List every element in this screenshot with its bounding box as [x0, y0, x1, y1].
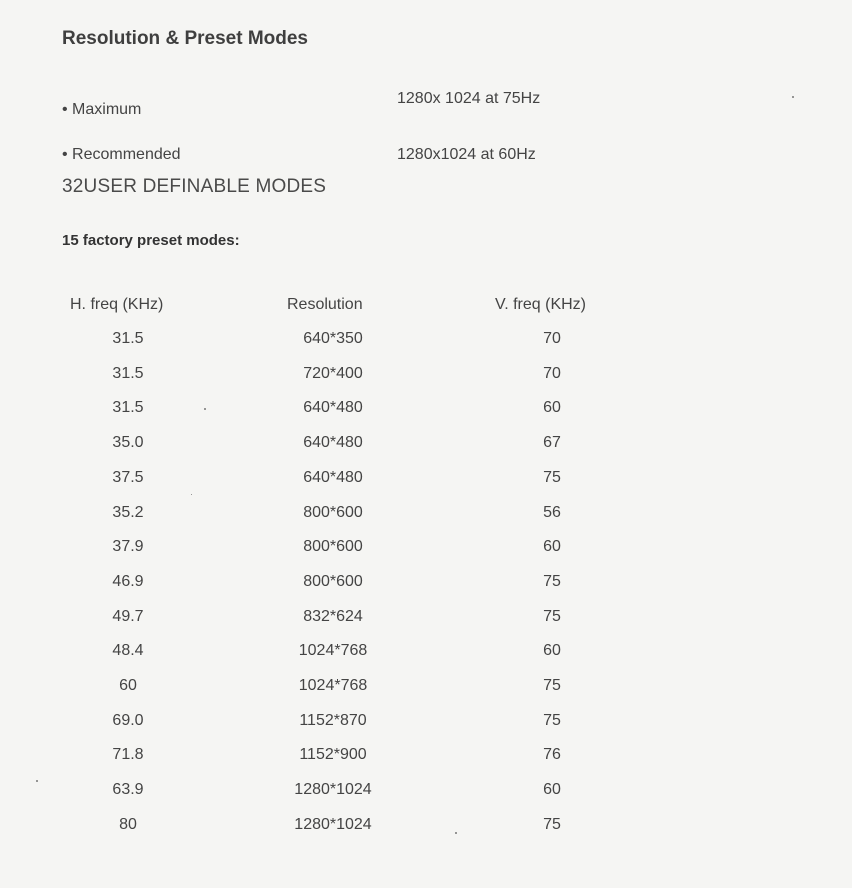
hfreq-cell: 69.0 — [112, 712, 144, 729]
vfreq-cell: 70 — [543, 365, 561, 382]
scan-speck — [191, 494, 192, 495]
spec-value: 1280x1024 at 60Hz — [397, 146, 536, 163]
scan-speck — [204, 408, 206, 410]
vfreq-cell: 75 — [543, 573, 561, 590]
resolution-cell: 640*350 — [303, 330, 363, 347]
spec-label: • Maximum — [62, 101, 142, 118]
scan-speck — [792, 96, 794, 98]
resolution-cell: 640*480 — [303, 469, 363, 486]
spec-label: • Recommended — [62, 146, 181, 163]
vfreq-cell: 76 — [543, 746, 561, 763]
hfreq-cell: 35.0 — [112, 434, 144, 451]
resolution-cell: 1024*768 — [298, 642, 368, 659]
column-header-hfreq: H. freq (KHz) — [70, 296, 164, 313]
resolution-cell: 800*600 — [303, 538, 363, 555]
vfreq-cell: 67 — [543, 434, 561, 451]
hfreq-cell: 46.9 — [112, 573, 144, 590]
vfreq-cell: 75 — [543, 608, 561, 625]
resolution-cell: 720*400 — [303, 365, 363, 382]
hfreq-cell: 31.5 — [112, 330, 144, 347]
hfreq-cell: 35.2 — [112, 504, 144, 521]
hfreq-cell: 37.5 — [112, 469, 144, 486]
resolution-cell: 1024*768 — [298, 677, 368, 694]
hfreq-cell: 31.5 — [112, 399, 144, 416]
resolution-cell: 832*624 — [303, 608, 363, 625]
hfreq-cell: 49.7 — [112, 608, 144, 625]
resolution-cell: 1152*900 — [299, 746, 367, 763]
resolution-cell: 640*480 — [303, 434, 363, 451]
scan-speck — [455, 832, 457, 834]
vfreq-cell: 60 — [543, 781, 561, 798]
scan-speck — [36, 780, 38, 782]
resolution-cell: 1280*1024 — [294, 816, 372, 833]
vfreq-cell: 60 — [543, 538, 561, 555]
vfreq-cell: 75 — [543, 677, 561, 694]
hfreq-cell: 60 — [119, 677, 137, 694]
page-title: Resolution & Preset Modes — [62, 28, 308, 49]
hfreq-cell: 37.9 — [112, 538, 144, 555]
resolution-cell: 800*600 — [303, 573, 363, 590]
vfreq-cell: 75 — [543, 816, 561, 833]
hfreq-cell: 80 — [119, 816, 137, 833]
hfreq-cell: 31.5 — [112, 365, 144, 382]
hfreq-cell: 63.9 — [112, 781, 144, 798]
column-header-vfreq: V. freq (KHz) — [495, 296, 586, 313]
hfreq-cell: 48.4 — [112, 642, 144, 659]
vfreq-cell: 70 — [543, 330, 561, 347]
resolution-cell: 640*480 — [303, 399, 363, 416]
user-definable-modes-heading: 32USER DEFINABLE MODES — [62, 176, 327, 197]
column-header-resolution: Resolution — [287, 296, 363, 313]
hfreq-cell: 71.8 — [112, 746, 144, 763]
vfreq-cell: 60 — [543, 642, 561, 659]
resolution-cell: 800*600 — [303, 504, 363, 521]
factory-preset-heading: 15 factory preset modes: — [62, 232, 240, 249]
vfreq-cell: 75 — [543, 469, 561, 486]
vfreq-cell: 60 — [543, 399, 561, 416]
vfreq-cell: 75 — [543, 712, 561, 729]
resolution-cell: 1280*1024 — [294, 781, 372, 798]
spec-value: 1280x 1024 at 75Hz — [397, 90, 541, 107]
resolution-cell: 1152*870 — [299, 712, 367, 729]
vfreq-cell: 56 — [543, 504, 561, 521]
